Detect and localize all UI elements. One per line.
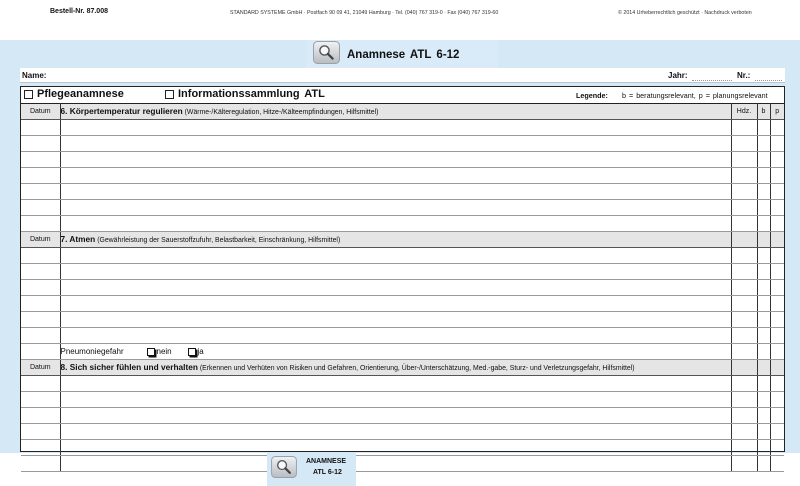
hdz-cell: [731, 456, 757, 472]
b-cell: [757, 456, 770, 472]
section-heading: [60, 360, 731, 376]
entry-cell: [60, 376, 731, 392]
date-column-header: Datum: [21, 104, 60, 120]
b-cell: [757, 216, 770, 232]
entry-cell: [60, 440, 731, 456]
b-cell: [757, 280, 770, 296]
b-cell: [757, 312, 770, 328]
table-row: [21, 392, 784, 408]
footer-tab-title: ANAMNESE: [306, 458, 347, 465]
table-row: [21, 280, 784, 296]
p-cell: [770, 248, 784, 264]
hdz-cell: [731, 232, 757, 248]
anamnesis-table: [21, 103, 784, 472]
table-row: [21, 328, 784, 344]
hdz-cell: [731, 328, 757, 344]
b-cell: [757, 360, 770, 376]
section-header-row: [21, 104, 784, 120]
anamnesis-form: [20, 86, 785, 452]
publisher-address: STANDARD SYSTEME GmbH · Postfach 90 09 41, 21049 Hamburg · Tel. (040) 767 319-0 · Fax (040) 767 319-60: [230, 10, 499, 16]
entry-cell: [60, 136, 731, 152]
entry-cell: [60, 168, 731, 184]
table-row: [21, 120, 784, 136]
section-header-row: [21, 232, 784, 248]
legend-text: b = beratungsrelevant, p = planungsrelevant: [622, 91, 768, 100]
p-column-header: p: [770, 104, 784, 120]
b-cell: [757, 120, 770, 136]
table-row: [21, 264, 784, 280]
section-8: [21, 360, 784, 472]
b-column-header: b: [757, 104, 770, 120]
date-cell: [21, 200, 60, 216]
p-cell: [770, 312, 784, 328]
nr-label: Nr.:: [737, 71, 751, 80]
section-title: 8. Sich sicher fühlen und verhalten: [60, 361, 198, 372]
entry-cell: [60, 392, 731, 408]
entry-cell: [60, 152, 731, 168]
p-cell: [770, 184, 784, 200]
magnifier-icon: [313, 41, 340, 69]
pneumonia-section: [21, 344, 784, 360]
p-cell: [770, 328, 784, 344]
section-title: 7. Atmen: [60, 233, 96, 244]
date-cell: [21, 312, 60, 328]
b-cell: [757, 152, 770, 168]
hdz-cell: [731, 152, 757, 168]
hdz-cell: [731, 264, 757, 280]
hdz-cell: [731, 296, 757, 312]
form-type-row: [21, 87, 784, 103]
section-heading: [60, 232, 731, 248]
table-row: [21, 440, 784, 456]
pneumonia-label: Pneumoniegefahr: [60, 347, 124, 356]
p-cell: [770, 216, 784, 232]
section-header-row: [21, 360, 784, 376]
date-cell: [21, 168, 60, 184]
year-field[interactable]: [692, 71, 732, 81]
b-cell: [757, 184, 770, 200]
hdz-cell: [731, 248, 757, 264]
date-cell: [21, 440, 60, 456]
hdz-cell: [731, 344, 757, 360]
hdz-column-header: Hdz.: [731, 104, 757, 120]
hdz-cell: [731, 408, 757, 424]
b-cell: [757, 408, 770, 424]
entry-cell: [60, 280, 731, 296]
p-cell: [770, 392, 784, 408]
hdz-cell: [731, 184, 757, 200]
hdz-cell: [731, 136, 757, 152]
b-cell: [757, 168, 770, 184]
year-label: Jahr:: [668, 71, 688, 80]
table-row: [21, 376, 784, 392]
p-cell: [770, 136, 784, 152]
p-cell: [770, 280, 784, 296]
entry-cell: [60, 424, 731, 440]
pneumonia-no-checkbox[interactable]: [147, 345, 155, 356]
informationssammlung-label: Informationssammlung ATL: [178, 88, 325, 100]
name-label: Name:: [22, 71, 47, 80]
date-cell: [21, 344, 60, 360]
section-7: [21, 232, 784, 344]
p-cell: [770, 440, 784, 456]
hdz-cell: [731, 120, 757, 136]
date-cell: [21, 328, 60, 344]
p-cell: [770, 344, 784, 360]
table-row: [21, 248, 784, 264]
table-row: [21, 200, 784, 216]
p-cell: [770, 152, 784, 168]
hdz-cell: [731, 168, 757, 184]
hdz-cell: [731, 392, 757, 408]
b-cell: [757, 440, 770, 456]
entry-cell: [60, 264, 731, 280]
table-row: [21, 152, 784, 168]
hdz-cell: [731, 280, 757, 296]
b-cell: [757, 200, 770, 216]
pneumonia-row: [21, 344, 784, 360]
b-cell: [757, 392, 770, 408]
table-row: [21, 408, 784, 424]
legend-label: Legende:: [576, 91, 608, 100]
pneumonia-cell: [60, 344, 731, 360]
pneumonia-no-label: nein: [156, 347, 172, 356]
hdz-cell: [731, 312, 757, 328]
date-cell: [21, 184, 60, 200]
section-subtitle: (Gewährleistung der Sauerstoffzufuhr, Belastbarkeit, Einschränkung, Hilfsmittel): [97, 236, 341, 244]
section-heading: [60, 104, 731, 120]
b-cell: [757, 232, 770, 248]
b-cell: [757, 136, 770, 152]
nr-field[interactable]: [755, 71, 782, 81]
table-row: [21, 216, 784, 232]
p-cell: [770, 168, 784, 184]
page-title: Anamnese ATL 6-12: [347, 49, 460, 61]
footer-tab-subtitle: ATL 6-12: [313, 469, 342, 476]
table-row: [21, 296, 784, 312]
b-cell: [757, 344, 770, 360]
pneumonia-yes-checkbox[interactable]: [188, 345, 196, 356]
copyright-notice: © 2014 Urheberrechtlich geschützt · Nachdruck verboten: [618, 10, 752, 16]
section-subtitle: (Erkennen und Verhüten von Risiken und Gefahren, Orientierung, Über-/Unterschätzung, Med.-gabe, Sturz- und Verletzungsgefahr, Hilfsmittel): [199, 364, 635, 372]
entry-cell: [60, 184, 731, 200]
b-cell: [757, 424, 770, 440]
section-title: 6. Körpertemperatur regulieren: [60, 105, 183, 116]
date-cell: [21, 376, 60, 392]
table-row: [21, 136, 784, 152]
hdz-cell: [731, 216, 757, 232]
hdz-cell: [731, 440, 757, 456]
hdz-cell: [731, 376, 757, 392]
hdz-cell: [731, 200, 757, 216]
date-cell: [21, 264, 60, 280]
entry-cell: [60, 408, 731, 424]
date-cell: [21, 392, 60, 408]
p-cell: [770, 456, 784, 472]
date-column-header: Datum: [21, 360, 60, 376]
date-cell: [21, 424, 60, 440]
pflegeanamnese-checkbox[interactable]: [24, 90, 33, 99]
entry-cell: [60, 456, 731, 472]
entry-cell: [60, 200, 731, 216]
date-cell: [21, 216, 60, 232]
hdz-cell: [731, 424, 757, 440]
pflegeanamnese-label: Pflegeanamnese: [37, 88, 124, 100]
p-cell: [770, 232, 784, 248]
pneumonia-question: [61, 345, 731, 358]
section-subtitle: (Wärme-/Kälteregulation, Hitze-/Kälteempfindungen, Hilfsmittel): [184, 108, 379, 116]
date-cell: [21, 280, 60, 296]
p-cell: [770, 264, 784, 280]
b-cell: [757, 328, 770, 344]
b-cell: [757, 376, 770, 392]
table-row: [21, 312, 784, 328]
entry-cell: [60, 296, 731, 312]
date-cell: [21, 408, 60, 424]
pneumonia-yes-label: ja: [197, 347, 204, 356]
date-cell: [21, 152, 60, 168]
date-cell: [21, 456, 60, 472]
b-cell: [757, 248, 770, 264]
entry-cell: [60, 328, 731, 344]
p-cell: [770, 296, 784, 312]
hdz-cell: [731, 360, 757, 376]
date-cell: [21, 248, 60, 264]
date-column-header: Datum: [21, 232, 60, 248]
b-cell: [757, 264, 770, 280]
entry-cell: [60, 312, 731, 328]
name-field[interactable]: [50, 71, 660, 80]
p-cell: [770, 120, 784, 136]
magnifier-icon: [271, 456, 297, 483]
b-cell: [757, 296, 770, 312]
entry-cell: [60, 120, 731, 136]
p-cell: [770, 360, 784, 376]
section-6: [21, 104, 784, 232]
p-cell: [770, 376, 784, 392]
order-number: Bestell-Nr. 87.008: [50, 8, 108, 15]
date-cell: [21, 136, 60, 152]
entry-cell: [60, 216, 731, 232]
p-cell: [770, 200, 784, 216]
p-cell: [770, 408, 784, 424]
date-cell: [21, 120, 60, 136]
name-row: [20, 68, 785, 83]
table-row: [21, 456, 784, 472]
entry-cell: [60, 248, 731, 264]
date-cell: [21, 296, 60, 312]
table-row: [21, 424, 784, 440]
table-row: [21, 184, 784, 200]
informationssammlung-checkbox[interactable]: [165, 90, 174, 99]
table-row: [21, 168, 784, 184]
p-cell: [770, 424, 784, 440]
